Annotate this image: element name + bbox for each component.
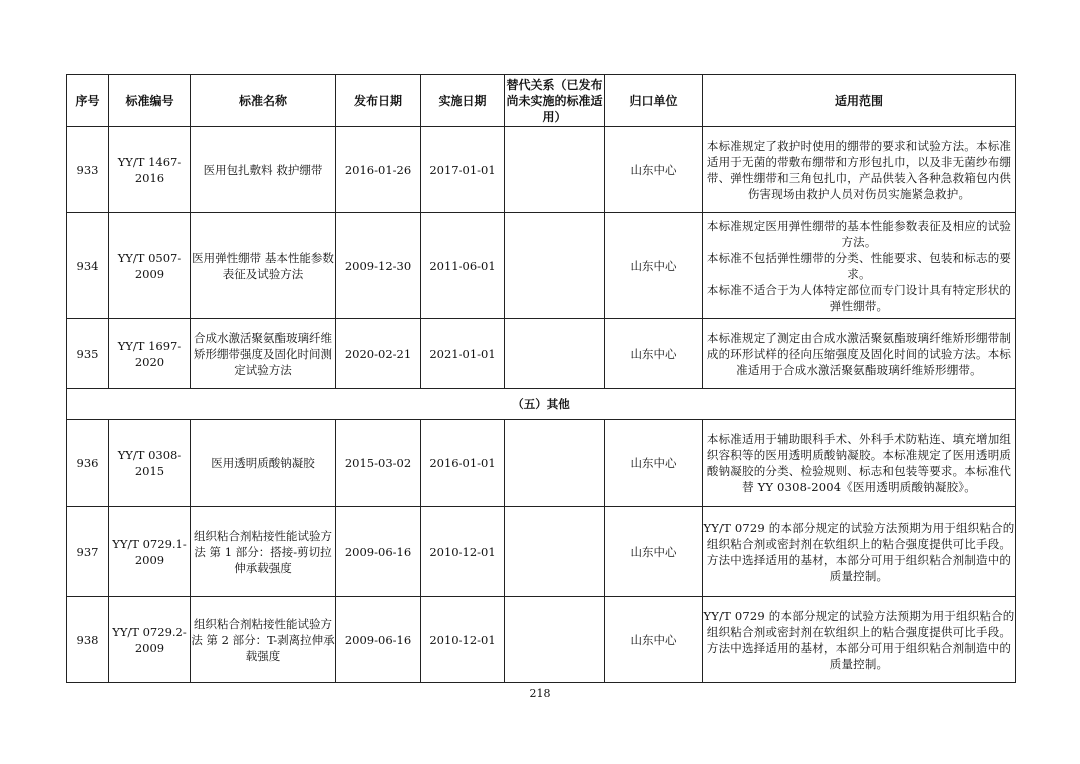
- header-replace: 替代关系（已发布尚未实施的标准适用）: [505, 75, 605, 127]
- header-impl-date: 实施日期: [421, 75, 505, 127]
- replace-cell: [505, 127, 605, 213]
- seq-cell: 937: [67, 507, 109, 597]
- scope-line: 本标准规定医用弹性绷带的基本性能参数表征及相应的试验方法。: [706, 218, 1012, 249]
- unit-cell: 山东中心: [605, 127, 703, 213]
- header-scope: 适用范围: [703, 75, 1016, 127]
- impl-date-cell: 2017-01-01: [421, 127, 505, 213]
- seq-cell: 938: [67, 597, 109, 683]
- unit-cell: 山东中心: [605, 319, 703, 389]
- code-cell: YY/T 0729.1-2009: [109, 507, 191, 597]
- name-cell: 医用弹性绷带 基本性能参数表征及试验方法: [191, 213, 336, 319]
- impl-date-cell: 2011-06-01: [421, 213, 505, 319]
- code-cell: YY/T 0308-2015: [109, 420, 191, 507]
- replace-cell: [505, 507, 605, 597]
- pub-date-cell: 2015-03-02: [336, 420, 421, 507]
- unit-cell: 山东中心: [605, 420, 703, 507]
- table-row: [67, 507, 1016, 597]
- scope-cell: YY/T 0729 的本部分规定的试验方法预期为用于组织粘合的组织粘合剂或密封剂在软组织上的粘合强度提供可比手段。方法中选择适用的基材，本部分可用于组织粘合剂制造中的质量控制。: [703, 507, 1016, 597]
- standards-table: [66, 74, 1016, 683]
- name-cell: 合成水激活聚氨酯玻璃纤维矫形绷带强度及固化时间测定试验方法: [191, 319, 336, 389]
- pub-date-cell: 2016-01-26: [336, 127, 421, 213]
- scope-cell: 本标准适用于辅助眼科手术、外科手术防粘连、填充增加组织容积等的医用透明质酸钠凝胶。本标准规定了医用透明质酸钠凝胶的分类、检验规则、标志和包装等要求。本标准代替 YY 0308-2004《医用透明质酸钠凝胶》。: [703, 420, 1016, 507]
- code-cell: YY/T 1697-2020: [109, 319, 191, 389]
- name-cell: 组织粘合剂粘接性能试验方法 第 2 部分：T-剥离拉伸承载强度: [191, 597, 336, 683]
- seq-cell: 935: [67, 319, 109, 389]
- pub-date-cell: 2009-06-16: [336, 597, 421, 683]
- code-cell: YY/T 0729.2-2009: [109, 597, 191, 683]
- section-title: （五）其他: [67, 389, 1016, 420]
- table-row: [67, 420, 1016, 507]
- header-pub-date: 发布日期: [336, 75, 421, 127]
- scope-cell: 本标准规定了测定由合成水激活聚氨酯玻璃纤维矫形绷带制成的环形试样的径向压缩强度及固化时间的试验方法。本标准适用于合成水激活聚氨酯玻璃纤维矫形绷带。: [703, 319, 1016, 389]
- table-row: [67, 597, 1016, 683]
- replace-cell: [505, 420, 605, 507]
- header-name: 标准名称: [191, 75, 336, 127]
- seq-cell: 933: [67, 127, 109, 213]
- pub-date-cell: 2020-02-21: [336, 319, 421, 389]
- code-cell: YY/T 0507-2009: [109, 213, 191, 319]
- header-code: 标准编号: [109, 75, 191, 127]
- impl-date-cell: 2016-01-01: [421, 420, 505, 507]
- unit-cell: 山东中心: [605, 597, 703, 683]
- header-unit: 归口单位: [605, 75, 703, 127]
- scope-line: 本标准不适合于为人体特定部位而专门设计具有特定形状的弹性绷带。: [706, 282, 1012, 313]
- seq-cell: 934: [67, 213, 109, 319]
- table-row: [67, 213, 1016, 319]
- scope-cell: 本标准规定了救护时使用的绷带的要求和试验方法。本标准适用于无菌的带敷布绷带和方形包扎巾，以及非无菌纱布绷带、弹性绷带和三角包扎巾，产品供装入各种急救箱包内供伤害现场由救护人员对伤员实施紧急救护。: [703, 127, 1016, 213]
- replace-cell: [505, 597, 605, 683]
- page-number: 218: [529, 687, 551, 700]
- scope-cell: [703, 213, 1016, 319]
- section-row: [67, 389, 1016, 420]
- header-row: [67, 75, 1016, 127]
- name-cell: 医用透明质酸钠凝胶: [191, 420, 336, 507]
- seq-cell: 936: [67, 420, 109, 507]
- code-cell: YY/T 1467-2016: [109, 127, 191, 213]
- table-row: [67, 127, 1016, 213]
- name-cell: 组织粘合剂粘接性能试验方法 第 1 部分：搭接-剪切拉伸承载强度: [191, 507, 336, 597]
- name-cell: 医用包扎敷料 救护绷带: [191, 127, 336, 213]
- pub-date-cell: 2009-12-30: [336, 213, 421, 319]
- unit-cell: 山东中心: [605, 507, 703, 597]
- replace-cell: [505, 319, 605, 389]
- replace-cell: [505, 213, 605, 319]
- impl-date-cell: 2010-12-01: [421, 597, 505, 683]
- scope-cell: YY/T 0729 的本部分规定的试验方法预期为用于组织粘合的组织粘合剂或密封剂在软组织上的粘合强度提供可比手段。方法中选择适用的基材，本部分可用于组织粘合剂制造中的质量控制。: [703, 597, 1016, 683]
- impl-date-cell: 2010-12-01: [421, 507, 505, 597]
- impl-date-cell: 2021-01-01: [421, 319, 505, 389]
- scope-line: 本标准不包括弹性绷带的分类、性能要求、包装和标志的要求。: [706, 250, 1012, 281]
- header-seq: 序号: [67, 75, 109, 127]
- unit-cell: 山东中心: [605, 213, 703, 319]
- table-row: [67, 319, 1016, 389]
- pub-date-cell: 2009-06-16: [336, 507, 421, 597]
